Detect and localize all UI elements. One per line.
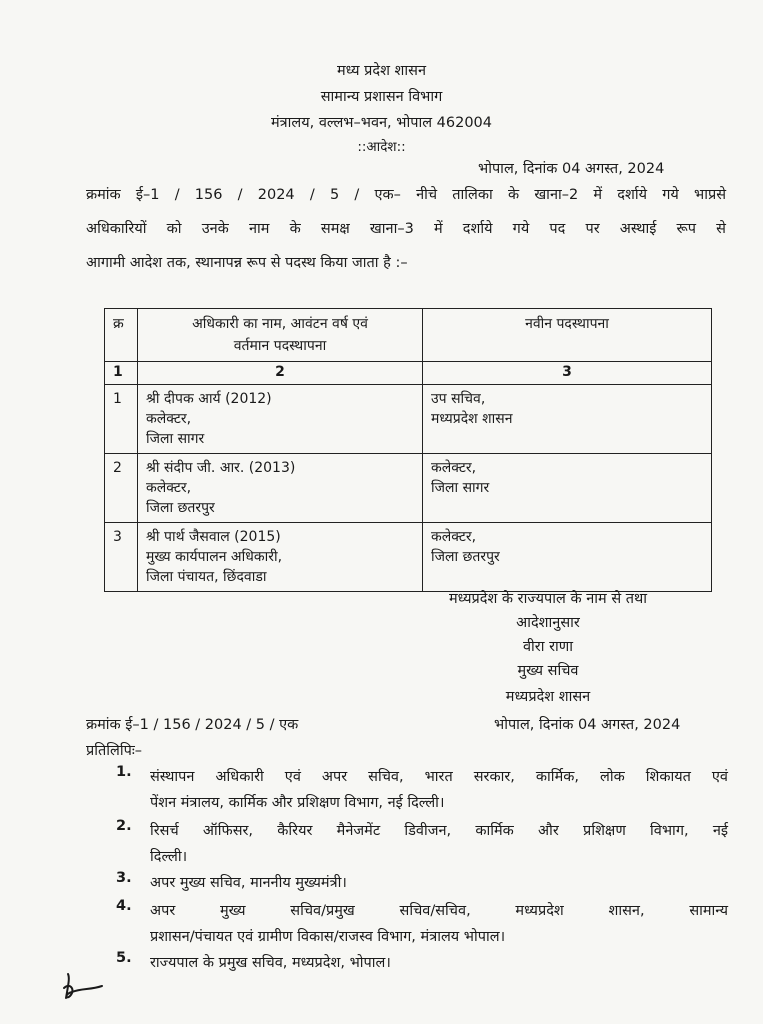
- copy-ref-number: क्रमांक ई–1 / 156 / 2024 / 5 / एक: [86, 717, 299, 733]
- officer-name: श्री पार्थ जैसवाल (2015): [146, 529, 281, 545]
- new-posting-cell: [423, 523, 712, 592]
- officer-name: श्री संदीप जी. आर. (2013): [146, 460, 296, 476]
- table-row: [105, 454, 712, 523]
- officer-name: श्री दीपक आर्य (2012): [146, 391, 272, 407]
- signatory-name: वीरा राणा: [522, 639, 574, 655]
- officer-post: कलेक्टर,: [146, 480, 192, 496]
- table-row: [105, 385, 712, 454]
- column-number: 1: [105, 362, 138, 385]
- list-item-line: पेंशन मंत्रालय, कार्मिक और प्रशिक्षण विभाग, नई दिल्ली।: [150, 795, 445, 811]
- row-serial: 2: [105, 454, 138, 523]
- list-item-line: दिल्ली।: [150, 849, 188, 865]
- officer-cell: [138, 523, 423, 592]
- header-new-posting: नवीन पदस्थापना: [423, 309, 712, 362]
- new-post: कलेक्टर,: [431, 529, 477, 545]
- column-number: 3: [423, 362, 712, 385]
- list-item-text: [150, 870, 728, 896]
- header-serial: क्र: [105, 309, 138, 362]
- signatory-office: मध्यप्रदेश शासन: [505, 689, 591, 705]
- row-serial: 3: [105, 523, 138, 592]
- list-item-line: रिसर्च ऑफिसर, कैरियर मैनेजमेंट डिवीजन, कार्मिक और प्रशिक्षण विभाग, नई: [150, 823, 728, 839]
- list-item-number: 5.: [116, 950, 132, 966]
- officer-place: जिला पंचायत, छिंदवाडा: [146, 569, 267, 585]
- column-number-row: [105, 362, 712, 385]
- officer-place: जिला छतरपुर: [146, 500, 215, 516]
- new-posting-cell: [423, 454, 712, 523]
- list-item-line: राज्यपाल के प्रमुख सचिव, मध्यप्रदेश, भोपाल।: [150, 955, 391, 971]
- officer-post: मुख्य कार्यपालन अधिकारी,: [146, 549, 283, 565]
- new-posting-cell: [423, 385, 712, 454]
- handwritten-signature: [58, 968, 118, 1008]
- signatory-line-1: मध्यप्रदेश के राज्यपाल के नाम से तथा: [448, 591, 648, 607]
- column-number: 2: [138, 362, 423, 385]
- order-title: ::आदेश::: [357, 139, 406, 155]
- header-officer: [138, 309, 423, 362]
- list-item-text: [150, 898, 728, 950]
- order-place-date: भोपाल, दिनांक 04 अगस्त, 2024: [478, 161, 665, 177]
- list-item-number: 2.: [116, 818, 132, 834]
- officer-cell: [138, 454, 423, 523]
- list-item-text: [150, 950, 728, 976]
- list-item-line: संस्थापन अधिकारी एवं अपर सचिव, भारत सरकार, कार्मिक, लोक शिकायत एवं: [150, 769, 728, 785]
- officer-post: कलेक्टर,: [146, 411, 192, 427]
- new-place: जिला सागर: [431, 480, 490, 496]
- intro-line-1: क्रमांक ई–1 / 156 / 2024 / 5 / एक– नीचे तालिका के खाना–2 में दर्शाये गये भाप्रसे: [86, 187, 726, 203]
- list-item-number: 1.: [116, 764, 132, 780]
- copy-place-date: भोपाल, दिनांक 04 अगस्त, 2024: [494, 717, 681, 733]
- header-officer-line-2: वर्तमान पदस्थापना: [233, 338, 327, 354]
- row-serial: 1: [105, 385, 138, 454]
- list-item-number: 3.: [116, 870, 132, 886]
- new-post: कलेक्टर,: [431, 460, 477, 476]
- address-line: मंत्रालय, वल्लभ–भवन, भोपाल 462004: [270, 115, 493, 131]
- list-item-line: अपर मुख्य सचिव, माननीय मुख्यमंत्री।: [150, 875, 347, 891]
- new-post: उप सचिव,: [431, 391, 486, 407]
- govt-title: मध्य प्रदेश शासन: [336, 63, 427, 79]
- officer-place: जिला सागर: [146, 431, 205, 447]
- list-item-line: प्रशासन/पंचायत एवं ग्रामीण विकास/राजस्व विभाग, मंत्रालय भोपाल।: [150, 929, 506, 945]
- new-place: मध्यप्रदेश शासन: [431, 411, 513, 427]
- list-item-line: अपर मुख्य सचिव/प्रमुख सचिव/सचिव, मध्यप्रदेश शासन, सामान्य: [150, 903, 728, 919]
- new-place: जिला छतरपुर: [431, 549, 500, 565]
- intro-line-2: अधिकारियों को उनके नाम के समक्ष खाना–3 में दर्शाये गये पद पर अस्थाई रूप से: [86, 221, 726, 237]
- officer-cell: [138, 385, 423, 454]
- signatory-line-2: आदेशानुसार: [516, 615, 580, 631]
- posting-table: [104, 308, 712, 592]
- signatory-designation: मुख्य सचिव: [517, 663, 579, 679]
- department-title: सामान्य प्रशासन विभाग: [320, 89, 443, 105]
- list-item-number: 4.: [116, 898, 132, 914]
- table-header-row: [105, 309, 712, 362]
- list-item-text: [150, 818, 728, 870]
- header-officer-line-1: अधिकारी का नाम, आवंटन वर्ष एवं: [192, 316, 368, 332]
- table-row: [105, 523, 712, 592]
- intro-line-3: आगामी आदेश तक, स्थानापन्न रूप से पदस्थ किया जाता है :–: [86, 255, 408, 271]
- list-item-text: [150, 764, 728, 816]
- copy-label: प्रतिलिपिः–: [86, 743, 143, 759]
